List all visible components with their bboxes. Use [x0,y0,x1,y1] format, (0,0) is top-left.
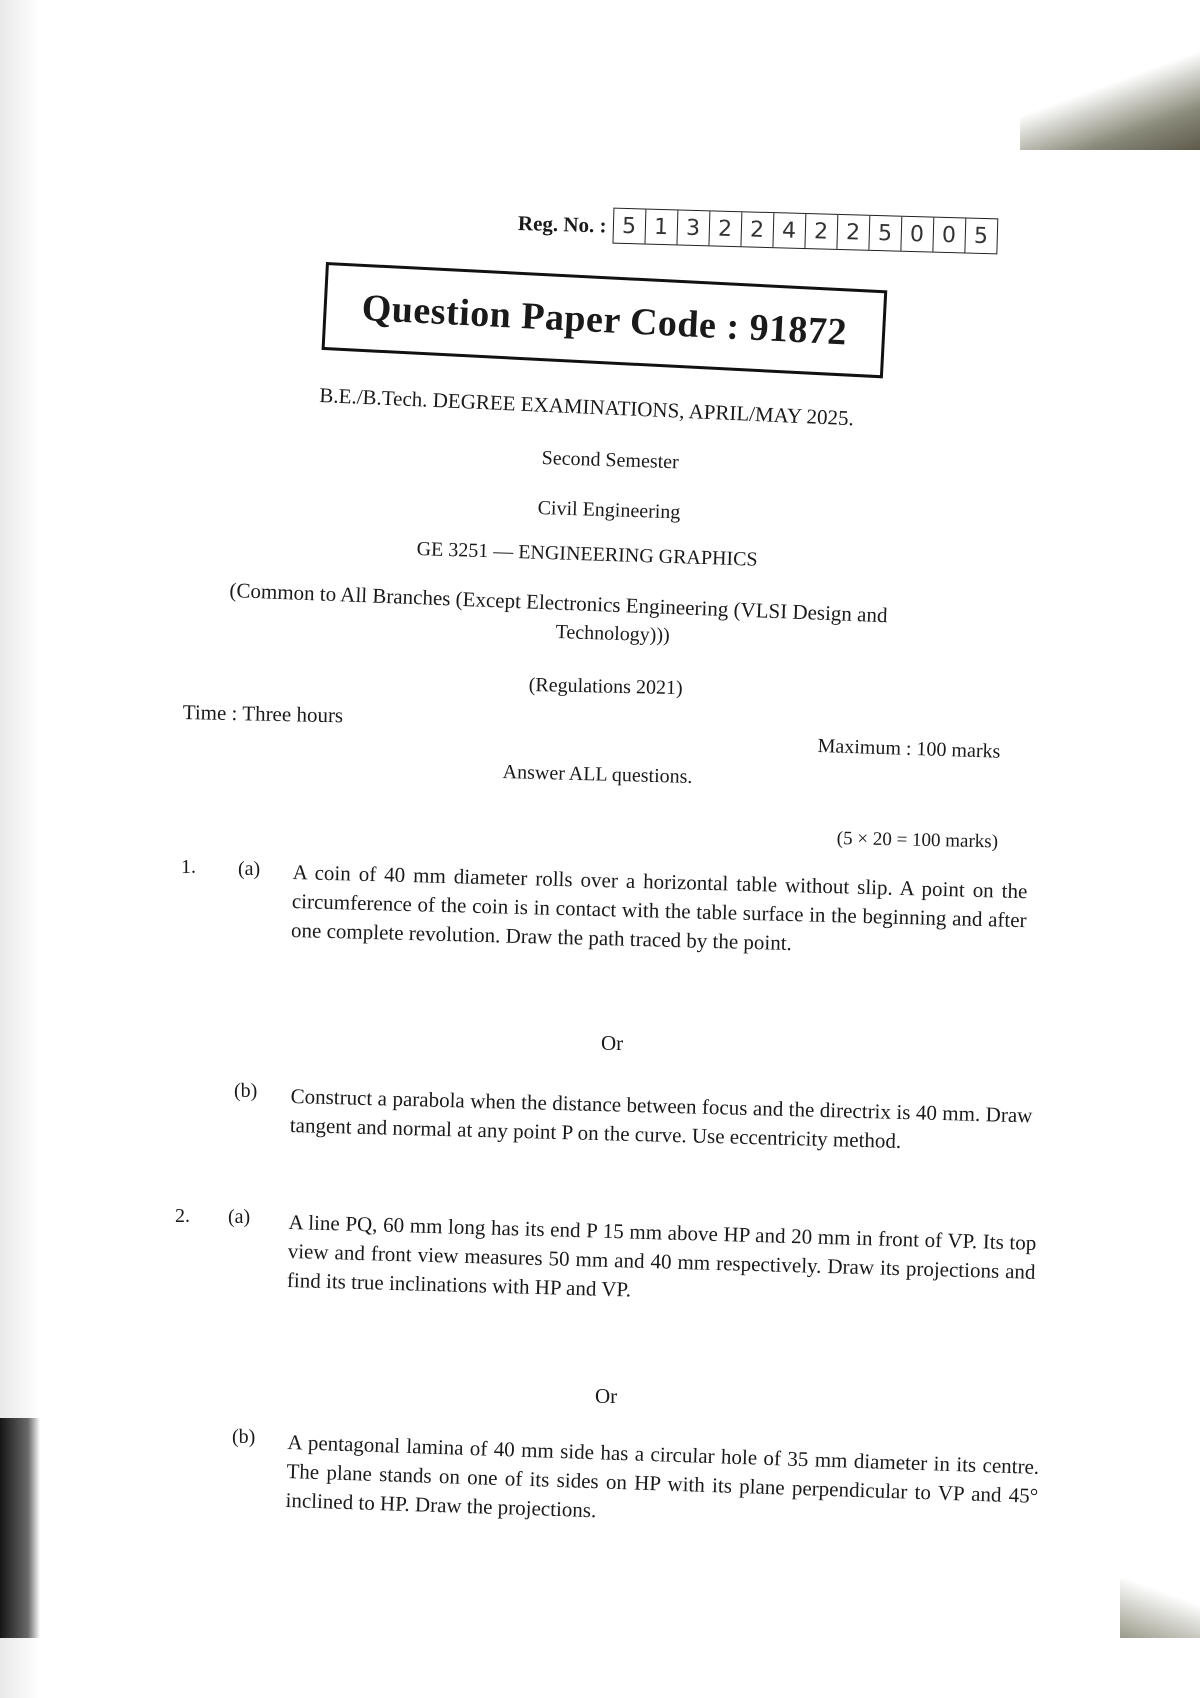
reg-digit-box: 2 [709,211,742,246]
max-marks: Maximum : 100 marks [817,735,1001,763]
question-text: A pentagonal lamina of 40 mm side has a circular hole of 35 mm diameter in its centre. The plane stands on one of its sides on HP with its plane perpendicular to VP and 45° inclined to HP. Draw the projections. [285,1429,1040,1523]
reg-digit-box: 1 [645,210,678,245]
question-part-label: (a) [238,858,261,880]
reg-digit-box: 2 [805,214,838,249]
exam-title: B.E./B.Tech. DEGREE EXAMINATIONS, APRIL/MAY 2025. [318,383,855,431]
semester: Second Semester [541,447,680,474]
question-text: A line PQ, 60 mm long has its end P 15 mm above HP and 20 mm in front of VP. Its top view and front view measures 50 mm and 40 mm respectively. Draw its projections and find its true inclinations with HP and VP. [286,1209,1037,1302]
common-line-1: (Common to All Branches (Except Electronics Engineering (VLSI Design and [229,578,888,628]
question-part-label: (b) [232,1426,256,1448]
subject: GE 3251 — ENGINEERING GRAPHICS [416,538,758,571]
paper-code-box [322,262,888,378]
reg-digit-box: 3 [677,210,710,245]
question-part-label: (a) [228,1206,251,1228]
reg-digit-box: 5 [613,209,646,244]
reg-digit-box: 0 [933,218,966,253]
reg-label: Reg. No. : [517,210,607,237]
reg-digit-box: 4 [773,213,806,248]
question-text: Construct a parabola when the distance between focus and the directrix is 40 mm. Draw tangent and normal at any point P on the curve. Use eccentricity method. [289,1083,1033,1153]
reg-number [517,205,997,254]
reg-digit-box: 5 [869,216,902,251]
branch: Civil Engineering [537,497,681,524]
reg-digit-box: 5 [973,223,989,249]
reg-digit-box: 0 [901,217,934,252]
question-text: A coin of 40 mm diameter rolls over a horizontal table without slip. A point on the circumference of the coin is in contact with the table surface in the beginning and after one complete revolution. Draw the path traced by the point. [290,859,1028,956]
common-line-2: Technology))) [555,621,671,647]
time: Time : Three hours [182,700,344,728]
reg-digit-box: 2 [837,215,870,250]
regulations: (Regulations 2021) [528,674,683,700]
marks-scheme: (5 × 20 = 100 marks) [836,828,999,853]
instruction: Answer ALL questions. [502,761,693,788]
paper-code: Question Paper Code : 91872 [360,286,849,354]
or-separator: Or [595,1384,618,1408]
question-number: 2. [175,1205,190,1227]
question-number: 1. [181,856,196,878]
or-separator: Or [601,1031,624,1055]
question-part-label: (b) [234,1080,258,1102]
reg-boxes [612,208,998,255]
reg-digit-box: 2 [741,212,774,247]
